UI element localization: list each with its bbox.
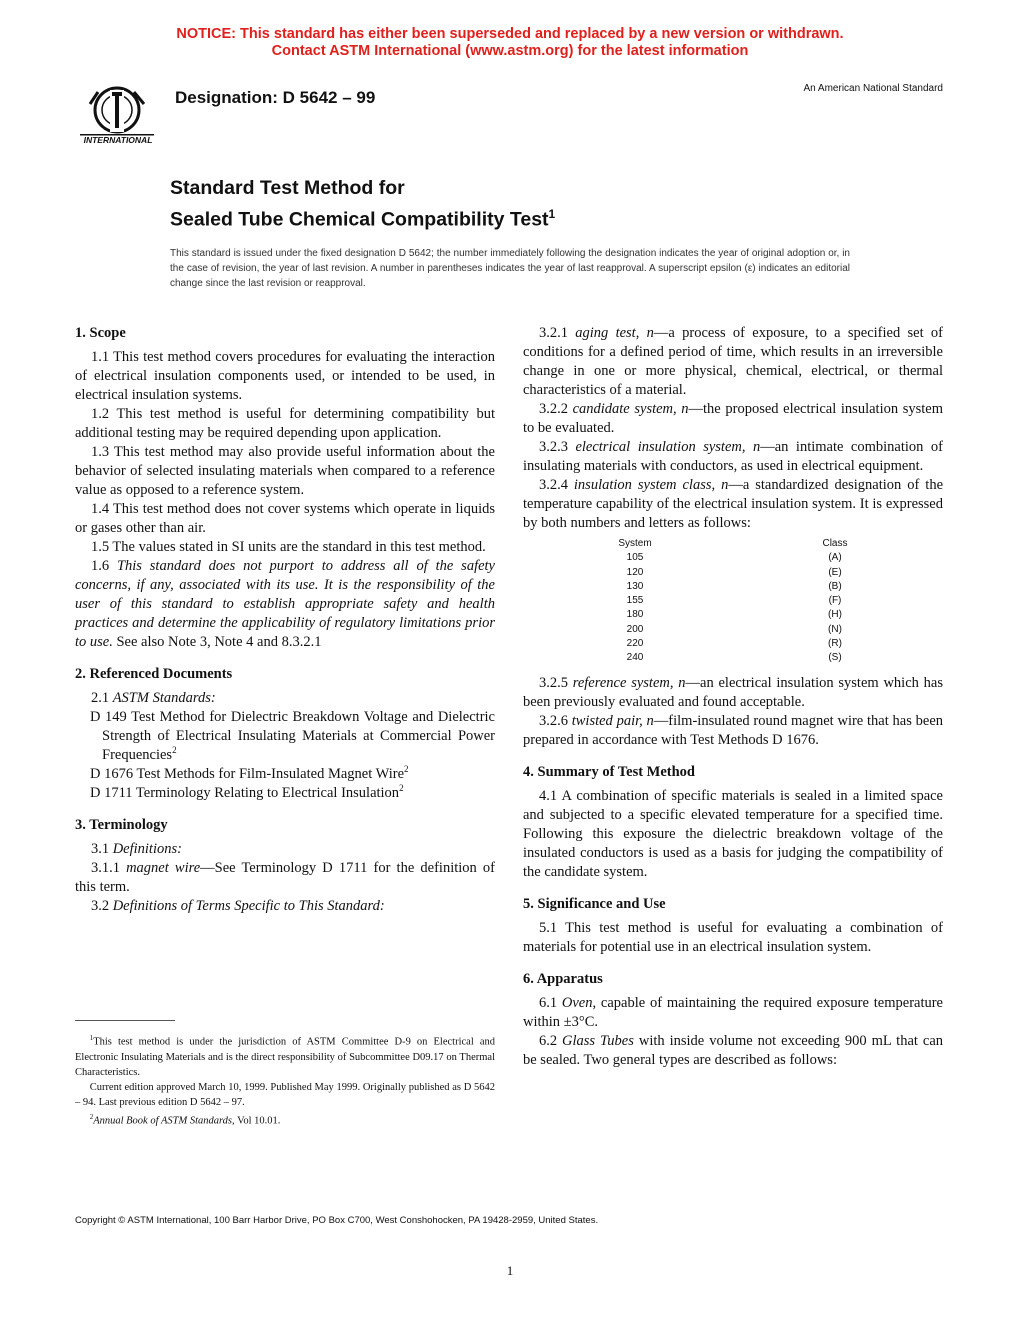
table-row	[605, 623, 865, 637]
footnote-1	[75, 1031, 495, 1080]
p325-italic: reference system, n	[572, 674, 686, 691]
table-row	[605, 608, 865, 622]
header-class: Class	[822, 538, 848, 549]
p322-italic: candidate system, n	[572, 401, 689, 417]
fn2-tail: , Vol 10.01.	[232, 1115, 281, 1126]
withdrawal-notice	[0, 26, 1020, 60]
paragraph-1-3: 1.3 This test method may also provide useful information about the behavior of selected insulating materials when compared to a reference value as opposed to a reference system.	[75, 444, 495, 498]
system-cell: 240	[626, 652, 644, 664]
title-line-1: Standard Test Method for	[170, 177, 405, 199]
issuance-note: This standard is issued under the fixed designation D 5642; the number immediately following the designation indicates the year of original adoption or, in the case of revision, the year of last revision. A number in parentheses indicates the year of last reapproval. A superscript epsilon (ε) indicates an editorial change since the last revision or reapproval.	[170, 248, 850, 289]
footnote-rule	[75, 1020, 175, 1021]
system-cell: 220	[626, 638, 644, 650]
reference-d1676	[90, 765, 495, 784]
section-heading-terminology: 3. Terminology	[75, 817, 168, 833]
header-system: System	[618, 538, 652, 549]
p32-num: 3.2	[90, 898, 110, 914]
p21-italic: ASTM Standards:	[112, 690, 216, 706]
table-row	[605, 594, 865, 608]
p31-italic: Definitions:	[112, 841, 182, 857]
reference-list	[75, 708, 495, 803]
p16-num: 1.6	[90, 558, 110, 574]
p16-italic: This standard does not purport to address all of the safety concerns, if any, associated with its use. It is the responsibility of the user of this standard to establish appropriate safety and health practices and determine the applicability of regulatory limitations prior to use.	[75, 558, 495, 650]
footnote-1b: Current edition approved March 10, 1999. Published May 1999. Originally published as D 5642 – 94. Last previous edition D 5642 – 97.	[75, 1081, 495, 1108]
ref1-sup: 2	[172, 745, 177, 756]
title-line-2-text: Sealed Tube Chemical Compatibility Test	[170, 208, 549, 231]
paragraph-4-1: 4.1 A combination of specific materials is sealed in a limited space and subjected to a specific elevated temperature for a specified time. Following this exposure the dielectric breakdown voltage of the insulated conductors is used as a basis for judging the compatibility of the candidate system.	[523, 787, 943, 880]
p21-num: 2.1	[90, 690, 110, 706]
p61-italic: Oven	[561, 994, 593, 1011]
class-cell: (F)	[828, 595, 842, 607]
paragraph-3-2-5	[523, 674, 943, 712]
paragraph-3-2-4	[523, 476, 943, 533]
class-cell: (A)	[828, 552, 842, 564]
paragraph-1-4: 1.4 This test method does not cover systems which operate in liquids or gases other than air.	[75, 501, 495, 536]
p16-tail: See also Note 3, Note 4 and 8.3.2.1	[116, 634, 322, 650]
footnote-2	[75, 1110, 495, 1129]
p325-tail: —an electrical insulation system which has been previously evaluated and found acceptable.	[523, 674, 944, 710]
p324-tail: —a standardized designation of the temperature capability of the electrical insulation system. It is expressed by both numbers and letters as follows:	[523, 477, 944, 531]
p311-num: 3.1.1	[90, 860, 120, 876]
system-cell: 130	[626, 580, 644, 592]
insulation-class-table	[605, 537, 865, 666]
paragraph-3-2-3	[523, 438, 943, 476]
p323-italic: electrical insulation system, n	[575, 439, 761, 455]
title-footnote-ref: 1	[548, 207, 556, 221]
paragraph-6-2	[523, 1032, 943, 1070]
table-row	[605, 580, 865, 594]
page-number: 1	[506, 1263, 514, 1278]
p321-italic: aging test, n	[575, 325, 654, 341]
table-header-row	[605, 537, 865, 551]
table-row	[605, 637, 865, 651]
p325-num: 3.2.5	[538, 674, 568, 691]
ref3-text: D 1711 Terminology Relating to Electrical Insulation	[90, 785, 400, 801]
table-row	[605, 566, 865, 580]
system-cell: 105	[626, 552, 644, 564]
paragraph-1-5: 1.5 The values stated in SI units are the standard in this test method.	[90, 539, 486, 555]
paragraph-1-1: 1.1 This test method covers procedures for evaluating the interaction of electrical insulation components used, or intended to be used, in electrical insulation systems.	[75, 349, 495, 403]
table-row	[605, 651, 865, 665]
p321-num: 3.2.1	[538, 325, 568, 341]
astm-logo	[72, 78, 162, 150]
paragraph-5-1: 5.1 This test method is useful for evaluating a combination of materials for potential use in an electrical insulation system.	[523, 919, 943, 955]
fn1-sup: 1	[89, 1034, 94, 1042]
section-heading-scope: 1. Scope	[75, 325, 126, 341]
right-column	[523, 324, 943, 1070]
paragraph-6-1	[523, 994, 943, 1032]
p321-tail: —a process of exposure, to a specified set of conditions for a defined period of time, which results in an irreversible change in one or more physical, chemical, electrical, or thermal characteristics of a material.	[523, 325, 943, 398]
ref2-sup: 2	[404, 764, 409, 775]
paragraph-3-2	[75, 897, 495, 916]
ref1-text: D 149 Test Method for Dielectric Breakdown Voltage and Dielectric Strength of Electrical Insulating Materials at Commercial Power Frequencies	[90, 709, 495, 763]
paragraph-3-1	[75, 840, 495, 859]
p61-num: 6.1	[538, 994, 558, 1011]
class-cell: (H)	[828, 609, 842, 621]
paragraph-2-1	[75, 689, 495, 708]
system-cell: 180	[626, 609, 644, 621]
system-cell: 155	[626, 595, 644, 607]
section-heading-significance: 5. Significance and Use	[523, 895, 666, 912]
p311-tail: —See Terminology D 1711 for the definition of this term.	[75, 860, 495, 895]
p322-tail: —the proposed electrical insulation system to be evaluated.	[523, 401, 943, 436]
notice-line-1: NOTICE: This standard has either been superseded and replaced by a new version or withdrawn.	[176, 26, 844, 42]
p322-num: 3.2.2	[538, 401, 568, 417]
american-national-standard: An American National Standard	[803, 83, 943, 94]
ref3-sup: 2	[399, 783, 404, 794]
p326-num: 3.2.6	[538, 712, 568, 729]
fn2-sup: 2	[89, 1112, 94, 1121]
footnotes	[75, 1031, 495, 1128]
p323-tail: —an intimate combination of insulating materials with conductors, as used in electrical equipment.	[523, 439, 943, 474]
p323-num: 3.2.3	[538, 439, 568, 455]
class-cell: (E)	[828, 566, 842, 578]
reference-d1711	[90, 784, 495, 803]
document-title	[170, 175, 555, 233]
section-heading-apparatus: 6. Apparatus	[523, 970, 603, 987]
reference-d149	[90, 708, 495, 765]
paragraph-1-6	[75, 557, 495, 652]
p62-tail: with inside volume not exceeding 900 mL that can be sealed. Two general types are described as follows:	[523, 1032, 944, 1068]
section-heading-summary: 4. Summary of Test Method	[523, 763, 695, 780]
paragraph-3-2-1	[523, 324, 943, 400]
p31-num: 3.1	[90, 841, 110, 857]
fn1-text: This test method is under the jurisdiction of ASTM Committee D-9 on Electrical and Electronic Insulating Materials and is the direct responsibility of Subcommittee D09.17 on Thermal Characteristics.	[75, 1036, 495, 1078]
title-line-2	[170, 201, 555, 233]
p62-num: 6.2	[538, 1032, 558, 1049]
p61-tail: , capable of maintaining the required exposure temperature within ±3°C.	[523, 994, 943, 1030]
p324-italic: insulation system class, n	[573, 477, 729, 493]
ref2-text: D 1676 Test Methods for Film-Insulated Magnet Wire	[90, 766, 405, 782]
class-cell: (S)	[828, 652, 842, 664]
left-column	[75, 324, 495, 916]
p324-num: 3.2.4	[538, 477, 568, 493]
system-cell: 200	[626, 623, 644, 635]
p326-italic: twisted pair, n	[571, 712, 654, 729]
fn2-italic: Annual Book of ASTM Standards	[93, 1115, 233, 1126]
notice-line-2: Contact ASTM International (www.astm.org) for the latest information	[271, 43, 749, 59]
designation: Designation: D 5642 – 99	[175, 88, 376, 107]
p326-tail: —film-insulated round magnet wire that has been prepared in accordance with Test Methods D 1676.	[523, 712, 944, 748]
logo-sub-text: INTERNATIONAL	[83, 135, 153, 145]
p311-italic: magnet wire	[126, 860, 201, 876]
paragraph-3-2-2	[523, 400, 943, 438]
p32-italic: Definitions of Terms Specific to This Standard:	[112, 898, 385, 914]
paragraph-3-2-6	[523, 712, 943, 750]
paragraph-1-2: 1.2 This test method is useful for determining compatibility but additional testing may be required depending upon application.	[75, 406, 495, 441]
p62-italic: Glass Tubes	[562, 1032, 634, 1049]
class-cell: (R)	[828, 638, 842, 650]
class-cell: (N)	[828, 623, 842, 635]
class-cell: (B)	[828, 580, 842, 592]
copyright: Copyright © ASTM International, 100 Barr Harbor Drive, PO Box C700, West Conshohocken, PA 19428-2959, United States.	[75, 1215, 599, 1226]
system-cell: 120	[626, 566, 644, 578]
section-heading-referenced-documents: 2. Referenced Documents	[75, 666, 233, 682]
paragraph-3-1-1	[75, 859, 495, 897]
table-row	[605, 551, 865, 565]
